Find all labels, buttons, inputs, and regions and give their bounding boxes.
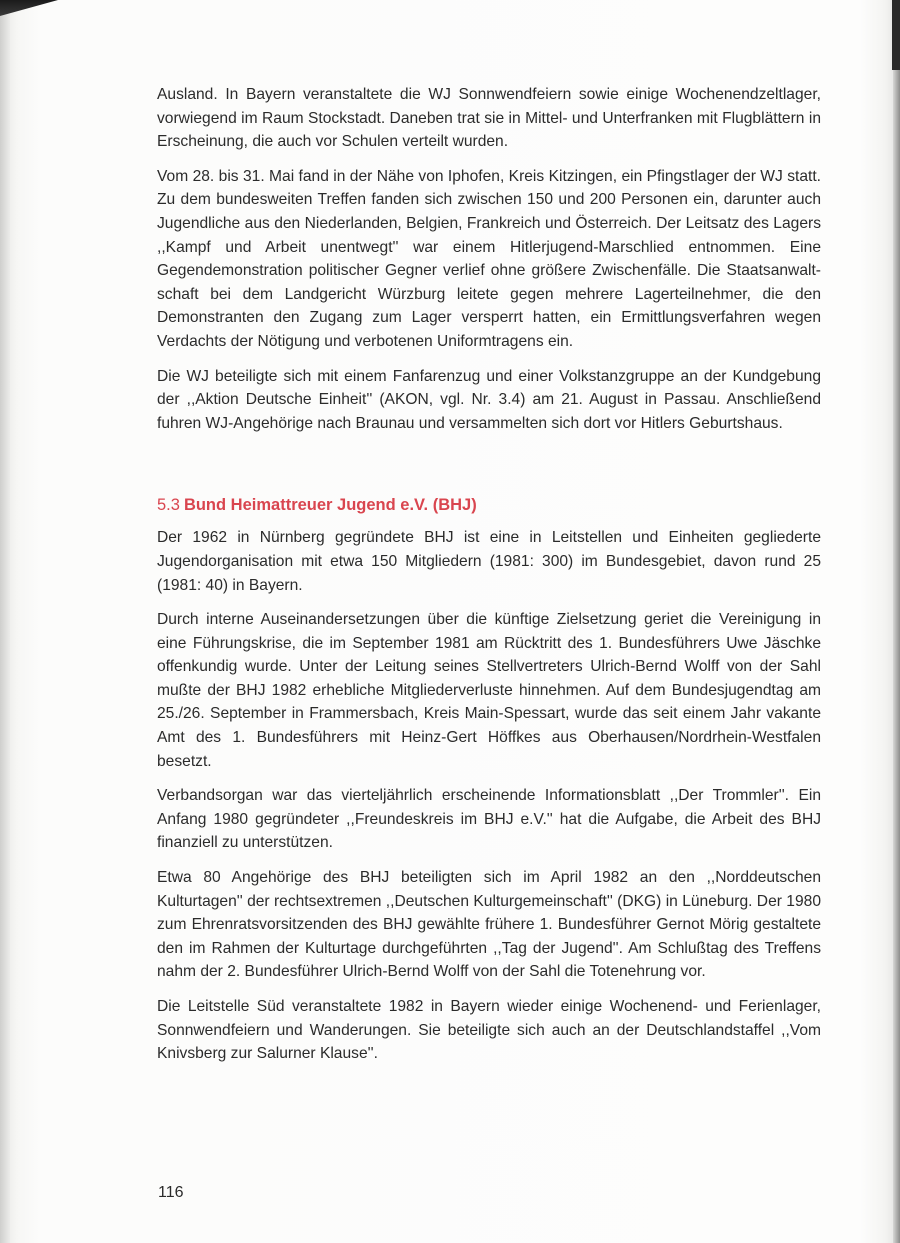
paragraph-leitstelle-sued: Die Leitstelle Süd veranstaltete 1982 in Bayern wieder einige Wochenend- und Ferienlager, Sonnwendfeiern und Wanderungen. Sie beteiligte sich auch an der Deutschlandstaffel ,,Vom Knivsberg zur Salurner Klause''. xyxy=(157,998,821,1063)
paragraph-ausland: Ausland. In Bayern veranstaltete die WJ Sonnwendfeiern sowie einige Wochenendzeltlager, vorwiegend im Raum Stockstadt. Daneben trat sie in Mittel- und Unterfranken mit Flugblättern in Erscheinung, die auch vor Schulen verteilt wurden. xyxy=(157,86,821,151)
page-left-edge xyxy=(0,0,10,1243)
section-title: Bund Heimattreuer Jugend e.V. (BHJ) xyxy=(183,496,477,515)
page-right-edge xyxy=(893,0,900,1243)
paragraph-kulturtage: Etwa 80 Angehörige des BHJ beteiligten sich im April 1982 an den ,,Norddeutschen Kulturtagen'' der rechtsextremen ,,Deutschen Kulturgemeinschaft'' (DKG) in Lüneburg. Der 1980 zum Ehrenratsvorsitzenden des BHJ gewählte frühere 1. Bundesführer Gernot Mörig gestaltete den im Rahmen der Kulturtage durchgeführten ,,Tag der Jugend''. Am Schlußtag des Treffens nahm der 2. Bundesführer Ulrich-Bernd Wolff von der Sahl die Totenehrung vor. xyxy=(157,869,821,981)
paragraph-kundgebung: Die WJ beteiligte sich mit einem Fanfarenzug und einer Volkstanzgruppe an der Kundgebung der ,,Aktion Deutsche Einheit'' (AKON, vgl. Nr. 3.4) am 21. August in Passau. Anschließend fuhren WJ-Angehörige nach Braunau und versammelten sich dort vor Hitlers Geburtshaus. xyxy=(157,367,821,432)
paragraph-fuehrungskrise: Durch interne Auseinandersetzungen über die künftige Zielsetzung geriet die Vereinigung in eine Führungskrise, die im September 1981 am Rücktritt des 1. Bundesführers Uwe Jäschke offenkundig wurde. Unter der Leitung seines Stellvertreters Ulrich-Bernd Wolff von der Sahl mußte der BHJ 1982 erhebliche Mitgliederverluste hinnehmen. Auf dem Bundesjugendtag am 25./26. September in Frammersbach, Kreis Main-Spessart, wurde das seit einem Jahr vakante Amt des 1. Bundesführers mit Heinz-Gert Höffkes aus Oberhausen/Nordrhein-Westfalen besetzt. xyxy=(157,611,821,770)
paragraph-pfingstlager: Vom 28. bis 31. Mai fand in der Nähe von Iphofen, Kreis Kitzingen, ein Pfingstlager der WJ statt. Zu dem bundesweiten Treffen fanden sich zwischen 150 und 200 Personen ein, darunter auch Jugendliche aus den Niederlanden, Belgien, Frankreich und Österreich. Der Leitsatz des Lagers ,,Kampf und Arbeit unentwegt'' war einem Hitlerjugend-Marschlied entnommen. Eine Gegendemonstration politischer Gegner verlief ohne größere Zwischenfälle. Die Staatsanwaltschaft bei dem Landgericht Würzburg leitete gegen mehrere Lagerteilnehmer, die den Demonstranten den Zugang zum Lager versperrt hatten, ein Ermittlungsverfahren wegen Verdachts der Nötigung und verbotenen Uniformtragens ein. xyxy=(157,167,821,350)
section-heading xyxy=(157,493,821,517)
paragraph-verbandsorgan: Verbandsorgan war das vierteljährlich erscheinende Informationsblatt ,,Der Trommler''. Ein Anfang 1980 gegründeter ,,Freundeskreis im BHJ e.V.'' hat die Aufgabe, die Arbeit des BHJ finanziell zu unterstützen. xyxy=(157,787,821,852)
paragraph-bhj-intro: Der 1962 in Nürnberg gegründete BHJ ist eine in Leitstellen und Einheiten gegliederte Jugendorganisation mit etwa 150 Mitgliedern (1981: 300) im Bundesgebiet, davon rund 25 (1981: 40) in Bayern. xyxy=(157,529,821,594)
page-number: 116 xyxy=(158,1184,184,1201)
page-right-corner-shadow xyxy=(892,0,900,70)
section-number: 5.3 xyxy=(157,496,180,515)
page-body xyxy=(157,83,821,1077)
